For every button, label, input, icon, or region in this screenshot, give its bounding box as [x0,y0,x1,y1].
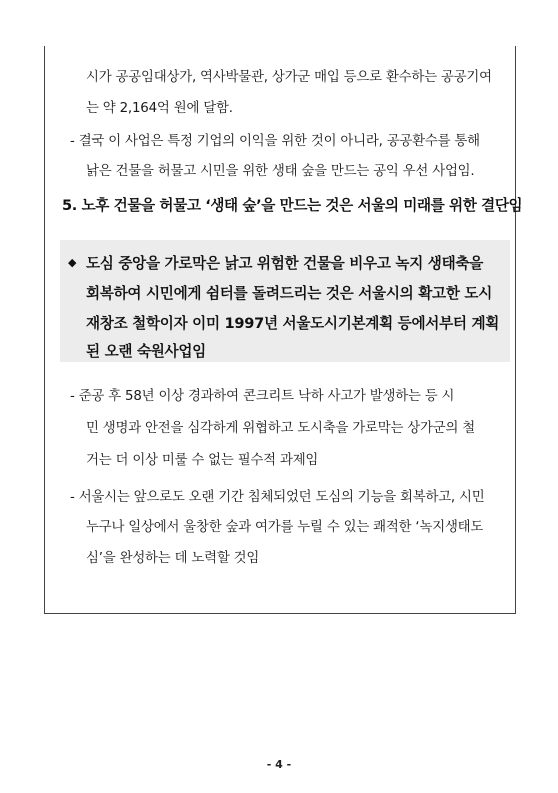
bullet-line: 누구나 일상에서 울창한 숲과 여가를 누릴 수 있는 쾌적한 ‘녹지생태도 [86,520,484,535]
bullet-line: 민 생명과 안전을 심각하게 위협하고 도시축을 가로막는 상가군의 철 [86,421,476,436]
bullet-line: 거는 더 이상 미룰 수 없는 필수적 과제임 [86,453,319,468]
highlight-line: 도심 중앙을 가로막은 낡고 위험한 건물을 비우고 녹지 생태축을 [86,255,483,272]
bullet-line: 심’을 완성하는 데 노력할 것임 [86,551,260,566]
section-heading: 5. 노후 건물을 허물고 ‘생태 숲’을 만드는 것은 서울의 미래를 위한 결단임 [62,197,523,214]
bullet-line: 낡은 건물을 허물고 시민을 위한 생태 숲을 만드는 공익 우선 사업임. [86,164,475,179]
highlight-line: 회복하여 시민에게 쉼터를 돌려드리는 것은 서울시의 확고한 도시 [86,285,493,302]
paragraph-line: 시가 공공임대상가, 역사박물관, 상가군 매입 등으로 환수하는 공공기여 [86,70,492,85]
paragraph-line: 는 약 2,164억 원에 달함. [86,101,233,116]
bullet-line: - 준공 후 58년 이상 경과하여 콘크리트 낙하 사고가 발생하는 등 시 [70,389,455,404]
bullet-line: - 결국 이 사업은 특정 기업의 이익을 위한 것이 아니라, 공공환수를 통해 [70,134,480,149]
highlight-line: 재창조 철학이자 이미 1997년 서울도시기본계획 등에서부터 계획 [86,315,500,332]
bullet-line: - 서울시는 앞으로도 오랜 기간 침체되었던 도심의 기능을 회복하고, 시민 [70,490,485,505]
page-number: - 4 - [266,758,292,771]
highlight-line: 된 오랜 숙원사업임 [86,343,206,360]
diamond-bullet-icon: ◆ [68,256,77,269]
